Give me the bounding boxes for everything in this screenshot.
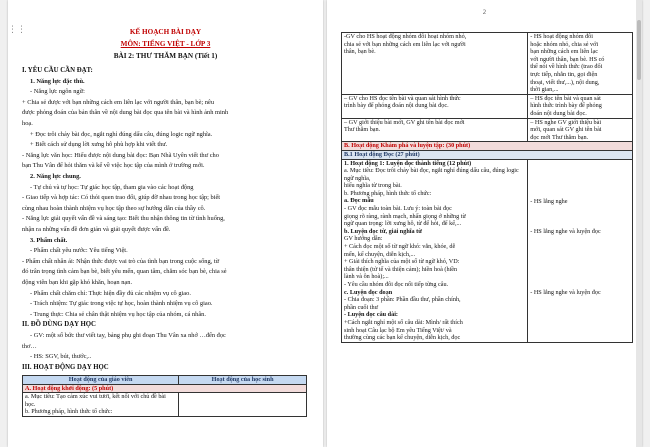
table-row xyxy=(342,94,633,118)
body-line: I. YÊU CẦU CẦN ĐẠT: xyxy=(22,67,93,74)
table-cell: – GV giới thiệu bài mới, GV ghi tên bài đọc mới Thư thăm bạn. xyxy=(342,118,528,142)
body-line: nhận ra những vấn đề đơn giản và giải quyết được vấn đề. xyxy=(22,226,171,233)
drag-handle-icon[interactable]: ⋮⋮ xyxy=(8,25,26,35)
body-line: III. HOẠT ĐỘNG DẠY HỌC xyxy=(22,363,109,371)
body-line: - Năng lực văn học: Hiểu được nội dung bài đọc: Bạn Nhã Uyên viết thư cho xyxy=(22,151,219,159)
body-line: + Chia sẻ được với bạn những cách em liên lạc với người thân, bạn bè; nêu xyxy=(22,98,215,106)
table-row xyxy=(342,33,633,95)
activity-table xyxy=(22,375,307,417)
table-cell: – HS nghe GV giới thiệu bài mới, quan sát GV ghi tên bài đọc mới Thư thăm bạn. xyxy=(528,118,633,142)
body-line: bạn Thu Vân để hỏi thăm và kể về việc học tập của mình ở trường mới. xyxy=(22,162,205,170)
table-row xyxy=(342,118,633,142)
subject-title: MÔN: TIẾNG VIỆT - LỚP 3 xyxy=(120,40,211,48)
table-row xyxy=(342,159,633,342)
body-line: - Phẩm chất nhân ái: Nhận thức được vai trò của tình bạn trong cuộc sống, từ xyxy=(22,257,220,265)
body-line: + Biết cách sử dụng lời xưng hô phù hợp khi viết thư. xyxy=(30,141,168,149)
body-line: + Đọc trôi chảy bài đọc, ngắt nghỉ đúng dấu câu, đúng logic ngữ nghĩa. xyxy=(30,130,213,138)
body-line: - Phẩm chất chăm chỉ: Thực hiện đầy đủ các nhiệm vụ cô giao. xyxy=(30,289,191,297)
body-line: 1. Năng lực đặc thù. xyxy=(30,77,85,85)
page-2 xyxy=(327,0,642,447)
body-line: - Giao tiếp và hợp tác: Có thói quen trao đổi, giúp đỡ nhau trong học tập; biết xyxy=(22,194,221,202)
reading-student-cell: - HS lắng nghe - HS lắng nghe và luyện đọc - HS lắng nghe và luyện đọc xyxy=(528,159,633,342)
col-teacher-header: Hoạt động của giáo viên xyxy=(23,376,179,385)
table-row: a. Mục tiêu: Tạo cảm xúc vui tươi, kết nối với chủ đề bài học. b. Phương pháp, hình thức tổ chức: xyxy=(23,393,179,417)
table-cell-empty xyxy=(179,393,307,417)
body-line: thơ… xyxy=(22,342,37,350)
page-1 xyxy=(8,0,323,447)
body-line: động viên bạn khi gặp khó khăn, hoạn nạn. xyxy=(22,279,133,286)
section-b1: B.1 Hoạt động Đọc (27 phút) xyxy=(342,150,633,159)
body-line: hoạ. xyxy=(22,120,33,127)
body-line: - Trung thực: Chia sẻ chân thật nhiệm vụ học tập của nhóm, cá nhân. xyxy=(30,310,206,318)
body-line: - HS: SGV, bút, thước,.. xyxy=(30,353,92,361)
body-line: - Năng lực giải quyết vấn đề và sáng tạo: Biết thu nhận thông tin từ tình huống, xyxy=(22,215,225,223)
body-line: - Trách nhiệm: Tự giác trong việc tự học, hoàn thành nhiệm vụ cô giao. xyxy=(30,300,213,308)
table-cell: -GV cho HS hoạt động nhóm đôi hoạt nhóm nhỏ, chia sẻ với bạn những cách em liên lạc với người thân, bạn bè. xyxy=(342,33,528,95)
scrollbar[interactable] xyxy=(636,0,642,447)
page-number: 2 xyxy=(482,9,487,16)
table-cell: - HS hoạt động nhóm đôi hoặc nhóm nhỏ, chia sẻ với bạn những cách em liên lạc với người thân, bạn bè. HS có thể nói về hình thức (trao đổi trực tiếp, nhắn tin, gọi điện thoại, viết thư,...), nội dung, thời gian,... xyxy=(528,33,633,95)
activity-table-continued xyxy=(341,32,633,343)
body-line: - Năng lực ngôn ngữ: xyxy=(30,88,85,96)
body-line: II. ĐỒ DÙNG DẠY HỌC xyxy=(22,321,96,329)
body-line: - Tự chủ và tự học: Tự giác học tập, tham gia vào các hoạt động xyxy=(30,183,194,191)
body-line: được phỏng đoán của bản thân về nội dung bài đọc qua tên bài và hình ảnh minh xyxy=(22,109,229,117)
body-line: 3. Phẩm chất. xyxy=(30,236,68,244)
col-student-header: Hoạt động của học sinh xyxy=(179,376,307,385)
body-line: - GV: một số bức thư viết tay, bảng phụ ghi đoạn Thu Vân xa nhớ …đến đọc xyxy=(30,332,226,339)
lesson-title: BÀI 2: THƯ THĂM BẠN (Tiết 1) xyxy=(113,52,218,60)
body-line: đó trân trọng tình cảm bạn bè, biết yêu mến, quan tâm, chăm sóc bạn bè, chia sẻ xyxy=(22,268,227,276)
body-line: 2. Năng lực chung. xyxy=(30,173,81,180)
section-b: B. Hoạt động Khám phá và luyện tập: (30 phút) xyxy=(342,142,633,151)
scrollbar-thumb[interactable] xyxy=(637,20,641,80)
body-line: cùng nhau hoàn thành nhiệm vụ học tập theo sự hướng dẫn của thầy cô. xyxy=(22,204,206,212)
reading-teacher-cell: 1. Hoạt động 1: Luyện đọc thành tiếng (12 phút) a. Mục tiêu: Đọc trôi chảy bài đọc, ngắt nghỉ đúng dấu câu, đúng logic ngữ nghĩa, hiểu nghĩa từ trong bài. b. Phương pháp, hình thức tổ chức: a. Đọc mẫu - GV đọc mẫu toàn bài. Lưu ý: toàn bài đọc giọng rõ ràng, rành mạch, nhấn giọng ở những từ ngữ quan trọng: lời xưng hô, từ để hỏi, để kể,... b. Luyện đọc từ, giải nghĩa từ GV hướng dẫn: + Cách đọc một số từ ngữ khó: vắn, khóe, dễ mến, kể chuyện, diễn kịch,... + Giải thích nghĩa của một số từ ngữ khó, VD: thân thiện (tử tế và thiện cảm); hiền hoà (hiền lành và ôn hoà);... - Yêu cầu nhóm đôi đọc nối tiếp từng câu. c. Luyện đọc đoạn - Chia đoạn: 3 phần: Phần đầu thư, phần chính, phần cuối thư - Luyện đọc câu dài: +Cách ngắt nghỉ một số câu dài: Mình/ rất thích sinh hoạt Câu lạc bộ Em yêu Tiếng Việt/ và thường cùng các bạn kể chuyện, diễn kịch, đọc xyxy=(342,159,528,342)
section-a: A. Hoạt động khởi động: (5 phút) xyxy=(23,384,307,393)
table-cell: – HS đọc tên bài và quan sát hình thức trình bày để phỏng đoán nội dung bài đọc. xyxy=(528,94,633,118)
plan-title: KẾ HOẠCH BÀI DẠY xyxy=(129,28,202,36)
body-line: - Phẩm chất yêu nước: Yêu tiếng Việt. xyxy=(30,247,128,255)
table-cell: – GV cho HS đọc tên bài và quan sát hình thức trình bày để phỏng đoán nội dung bài đọc. xyxy=(342,94,528,118)
